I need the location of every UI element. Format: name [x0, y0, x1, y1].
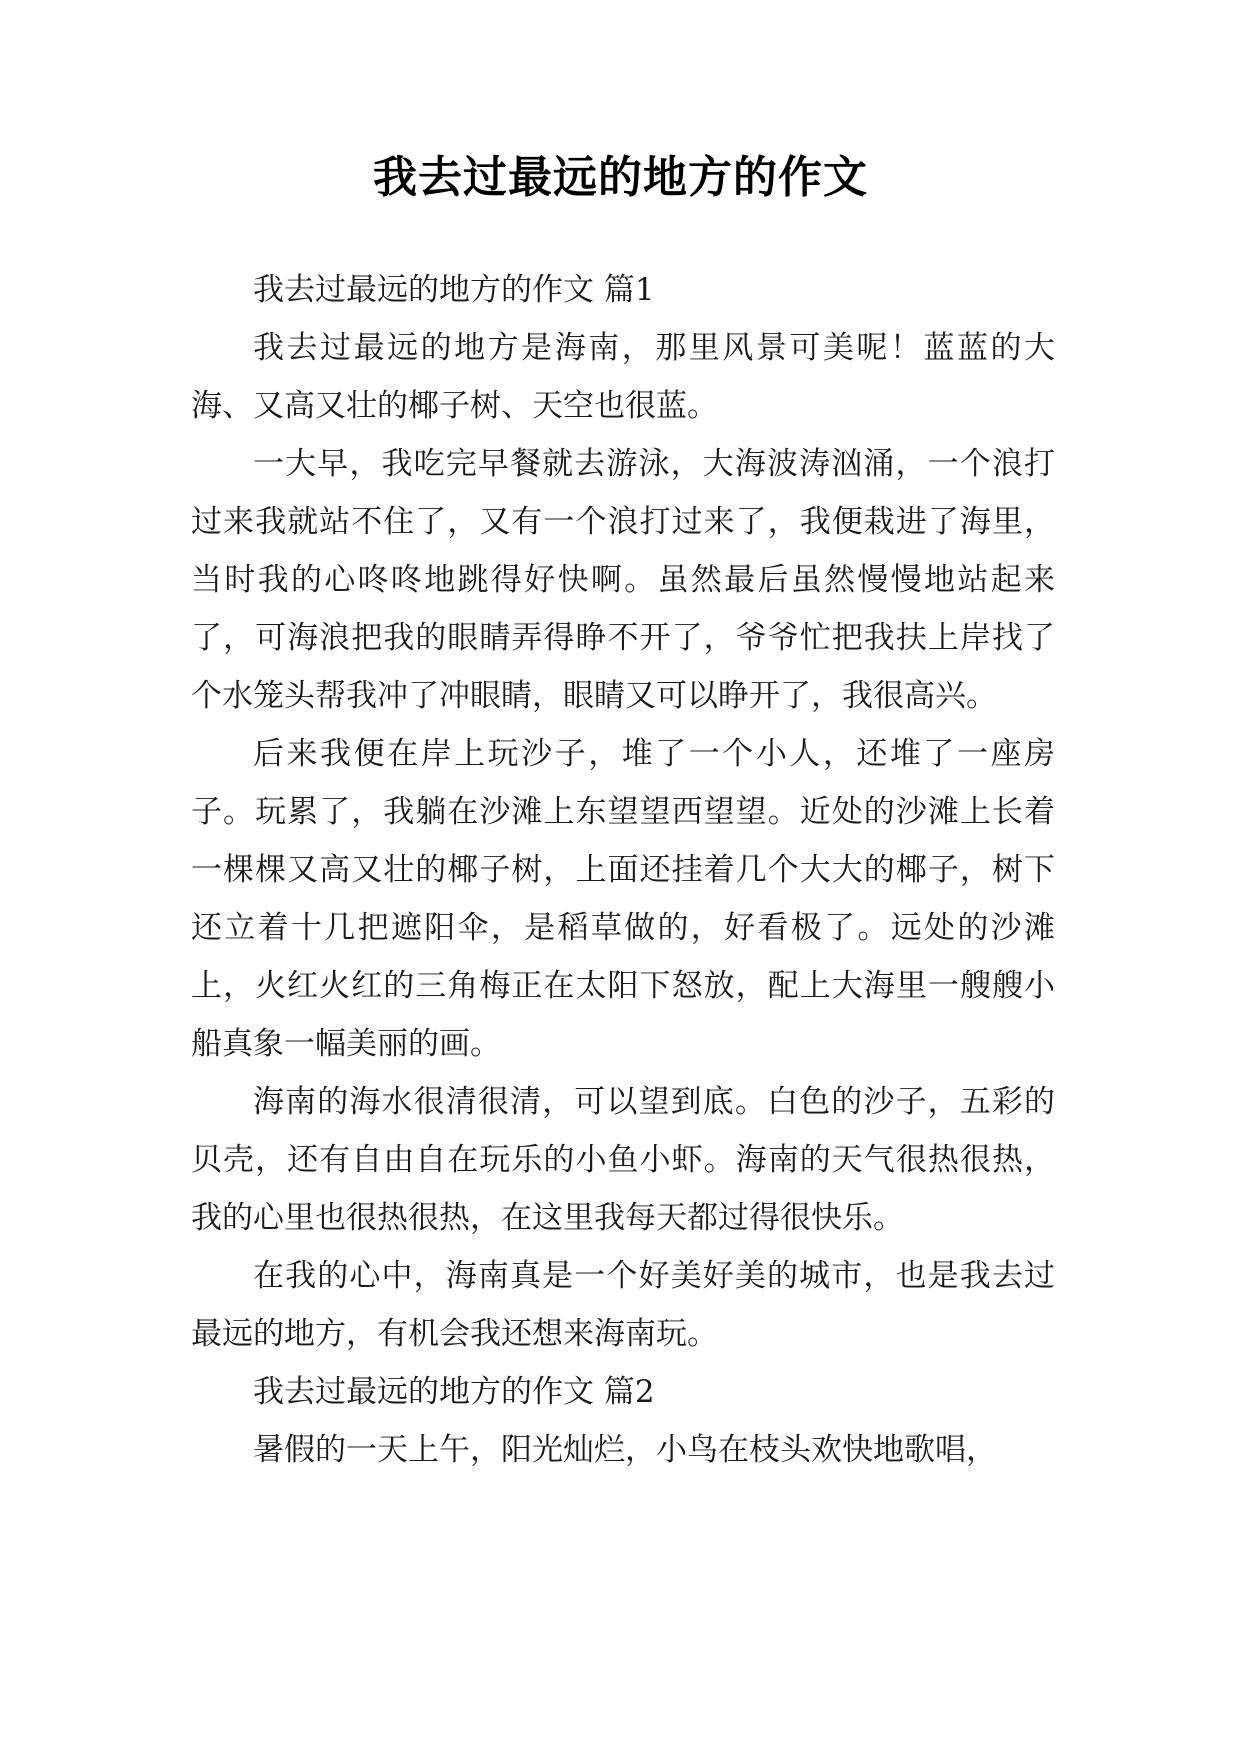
section-heading-2: 我去过最远的地方的作文 篇2: [253, 1374, 655, 1410]
paragraph: 暑假的一天上午，阳光灿烂，小鸟在枝头欢快地歌唱，: [253, 1432, 997, 1468]
paragraph: 我去过最远的地方是海南，那里风景可美呢！蓝蓝的大海、又高又壮的椰子树、天空也很蓝。: [191, 330, 1055, 424]
document-body: [191, 261, 1055, 1479]
section-heading-1: 我去过最远的地方的作文 篇1: [253, 272, 655, 308]
document-title: 我去过最远的地方的作文: [373, 152, 868, 203]
paragraph: 在我的心中，海南真是一个好美好美的城市，也是我去过最远的地方，有机会我还想来海南玩。: [191, 1258, 1055, 1352]
paragraph: 海南的海水很清很清，可以望到底。白色的沙子，五彩的贝壳，还有自由自在玩乐的小鱼小虾。海南的天气很热很热，我的心里也很热很热，在这里我每天都过得很快乐。: [191, 1084, 1055, 1236]
paragraph: 后来我便在岸上玩沙子，堆了一个小人，还堆了一座房子。玩累了，我躺在沙滩上东望望西望望。近处的沙滩上长着一棵棵又高又壮的椰子树，上面还挂着几个大大的椰子，树下还立着十几把遮阳伞，是稻草做的，好看极了。远处的沙滩上，火红火红的三角梅正在太阳下怒放，配上大海里一艘艘小船真象一幅美丽的画。: [191, 736, 1055, 1062]
paragraph: 一大早，我吃完早餐就去游泳，大海波涛汹涌，一个浪打过来我就站不住了，又有一个浪打过来了，我便栽进了海里，当时我的心咚咚地跳得好快啊。虽然最后虽然慢慢地站起来了，可海浪把我的眼睛弄得睁不开了，爷爷忙把我扶上岸找了个水笼头帮我冲了冲眼睛，眼睛又可以睁开了，我很高兴。: [191, 446, 1055, 714]
